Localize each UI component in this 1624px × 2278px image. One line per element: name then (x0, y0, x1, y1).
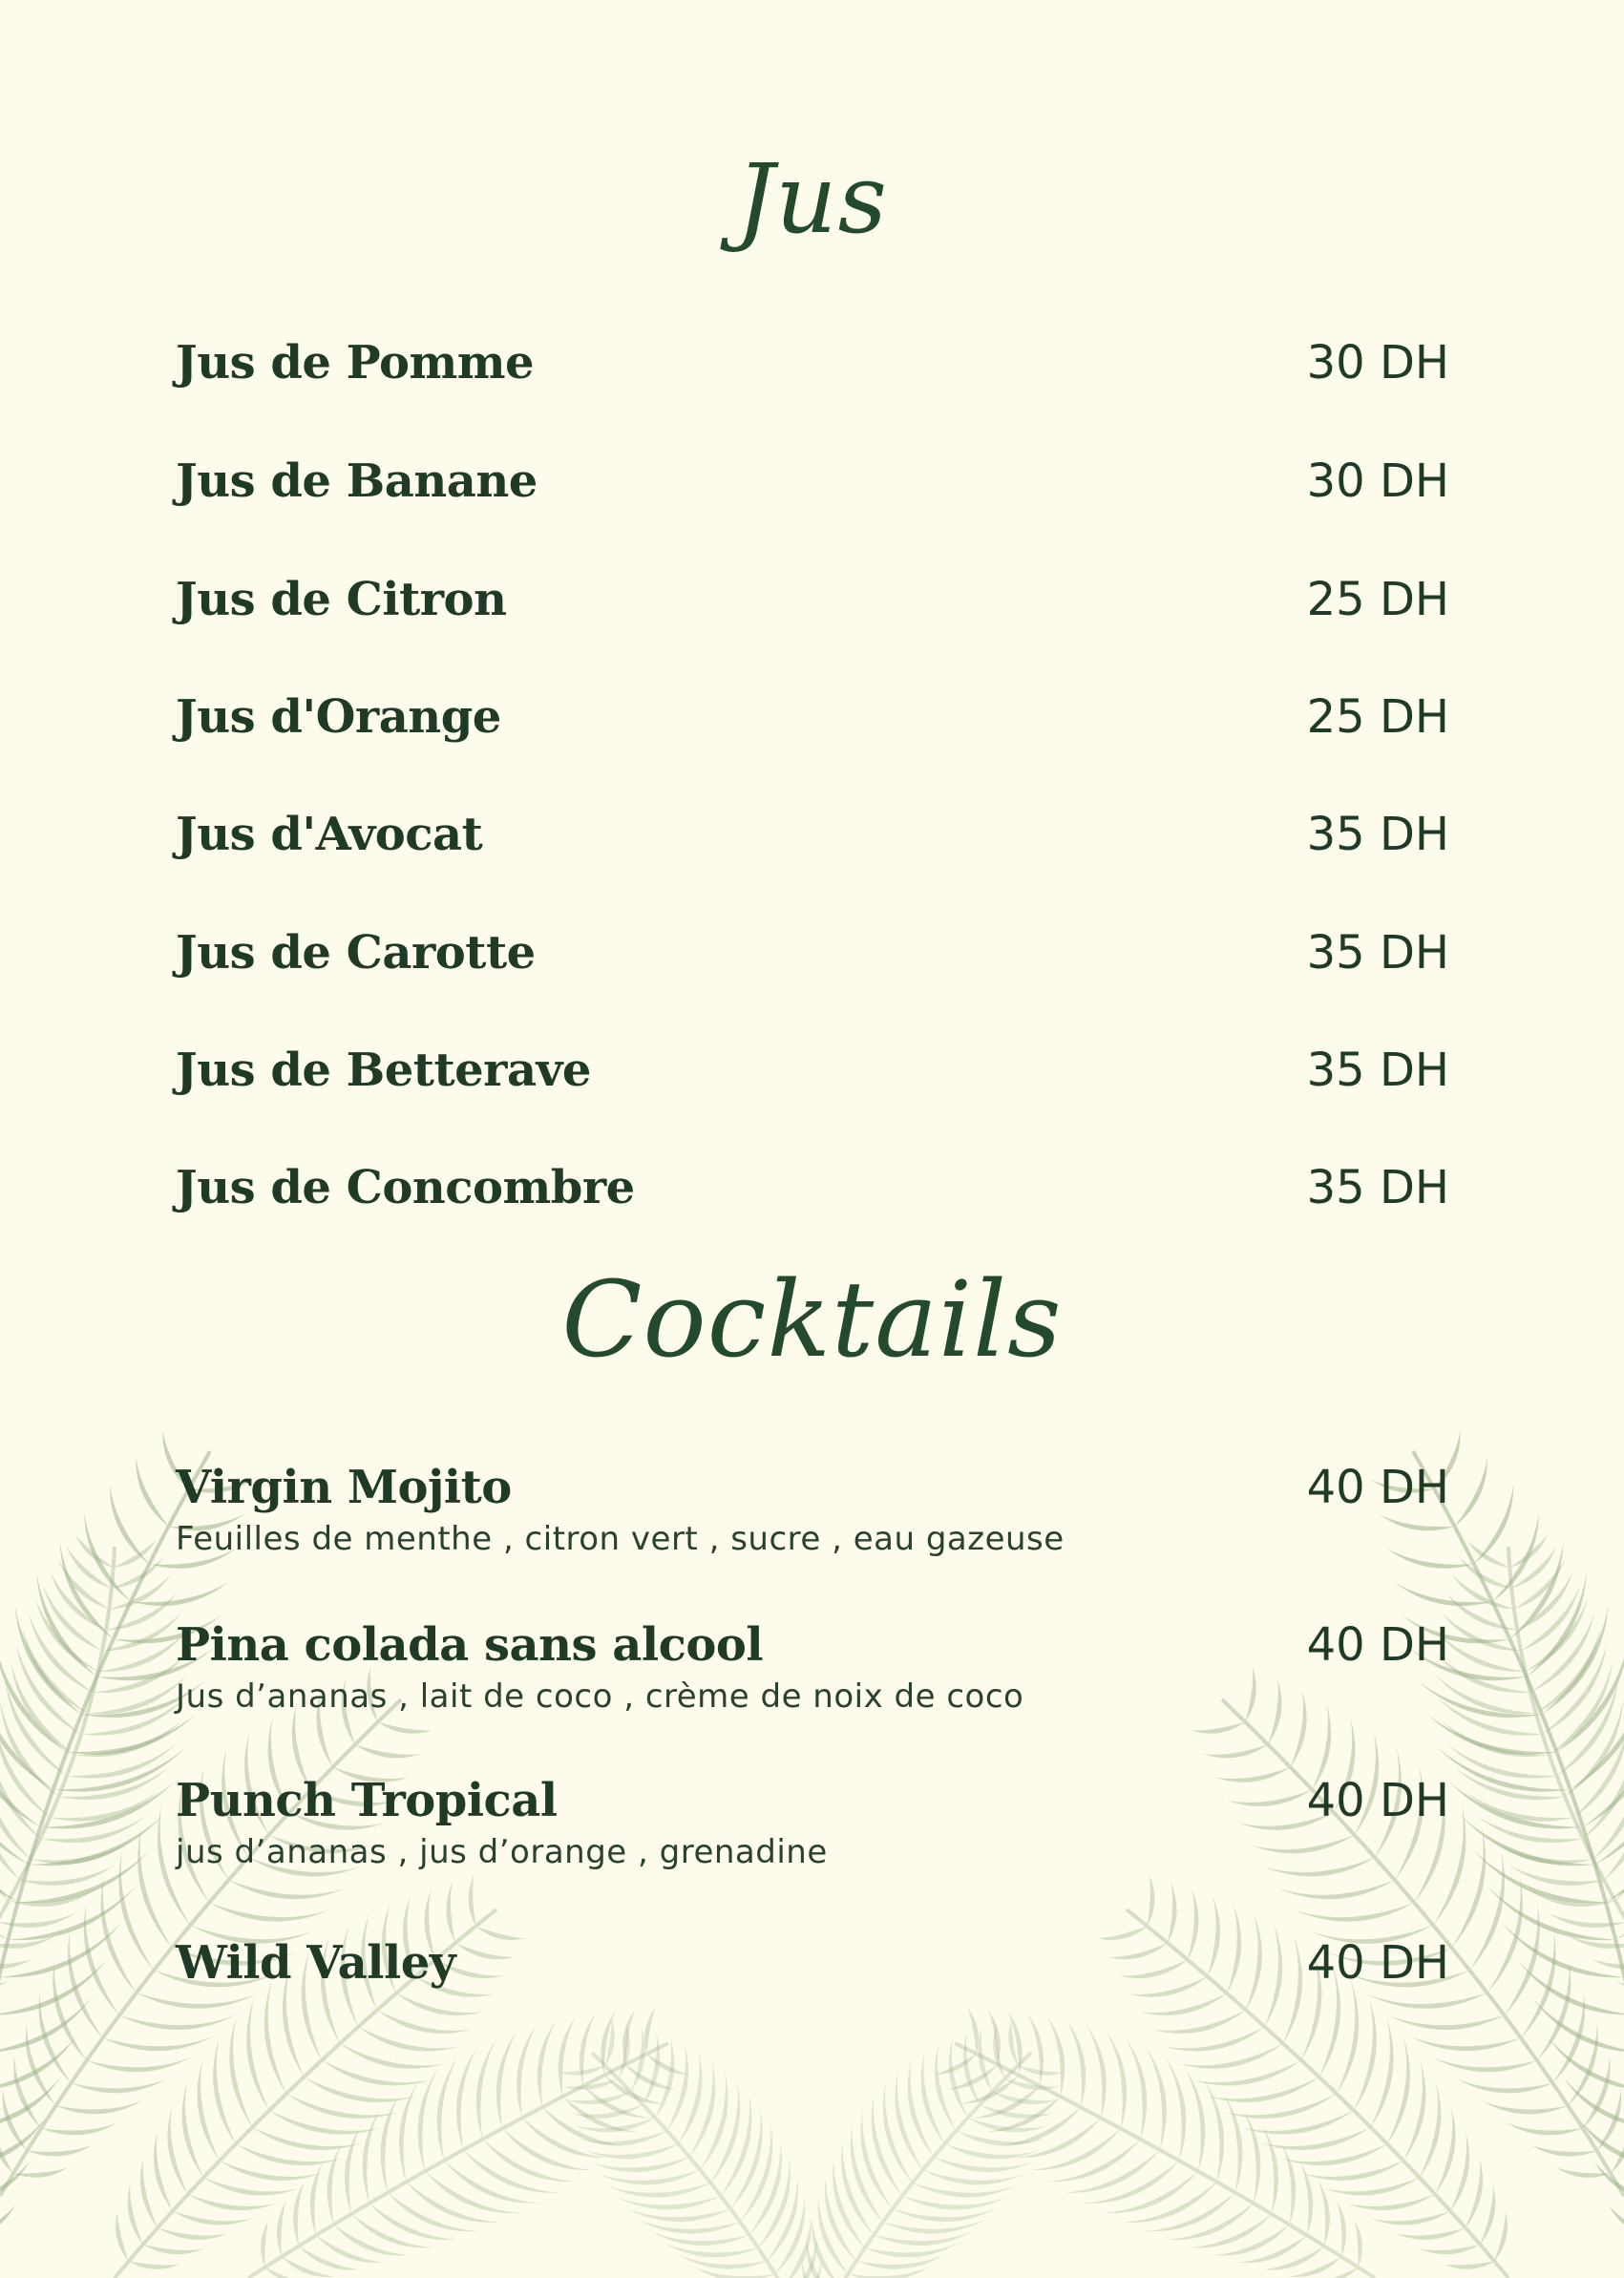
section-title-jus: Jus (736, 143, 888, 255)
palm-frond (798, 2019, 1064, 2278)
menu-item (176, 1461, 1449, 1566)
item-price: 30 DH (1306, 454, 1449, 508)
item-description: jus d’ananas , jus d’orange , grenadine (176, 1833, 828, 1871)
item-description: Feuilles de menthe , citron vert , sucre , eau gazeuse (176, 1520, 1065, 1558)
item-description: Jus d’ananas , lait de coco , crème de noix de coco (176, 1677, 1024, 1716)
item-name: Jus de Banane (176, 454, 538, 508)
item-price: 35 DH (1306, 808, 1449, 861)
menu-item (176, 454, 1449, 540)
menu-item (176, 926, 1449, 1012)
item-price: 40 DH (1306, 1618, 1449, 1672)
item-price: 40 DH (1306, 1936, 1449, 1990)
item-price: 40 DH (1306, 1461, 1449, 1514)
menu-item (176, 1161, 1449, 1247)
item-name: Jus d'Orange (176, 690, 501, 744)
menu-item (176, 336, 1449, 422)
item-price: 35 DH (1306, 926, 1449, 980)
item-name: Punch Tropical (176, 1774, 558, 1827)
item-price: 25 DH (1306, 690, 1449, 744)
item-price: 25 DH (1306, 573, 1449, 626)
menu-item (176, 1936, 1449, 2022)
menu-item (176, 690, 1449, 776)
item-name: Jus de Concombre (176, 1161, 635, 1214)
item-price: 35 DH (1306, 1161, 1449, 1214)
menu-item (176, 1774, 1449, 1879)
menu-item (176, 808, 1449, 894)
item-name: Virgin Mojito (176, 1461, 512, 1514)
item-price: 35 DH (1306, 1044, 1449, 1097)
palm-frond (559, 2019, 825, 2278)
section-title-cocktails: Cocktails (561, 1258, 1063, 1381)
item-price: 30 DH (1306, 336, 1449, 390)
item-name: Jus d'Avocat (176, 808, 483, 861)
item-name: Jus de Betterave (176, 1044, 591, 1097)
item-price: 40 DH (1306, 1774, 1449, 1827)
item-name: Wild Valley (176, 1936, 456, 1990)
menu-item (176, 573, 1449, 659)
menu-item (176, 1618, 1449, 1723)
item-name: Jus de Carotte (176, 926, 536, 980)
item-name: Jus de Citron (176, 573, 507, 626)
item-name: Pina colada sans alcool (176, 1618, 764, 1672)
item-name: Jus de Pomme (176, 336, 535, 390)
menu-item (176, 1044, 1449, 1129)
